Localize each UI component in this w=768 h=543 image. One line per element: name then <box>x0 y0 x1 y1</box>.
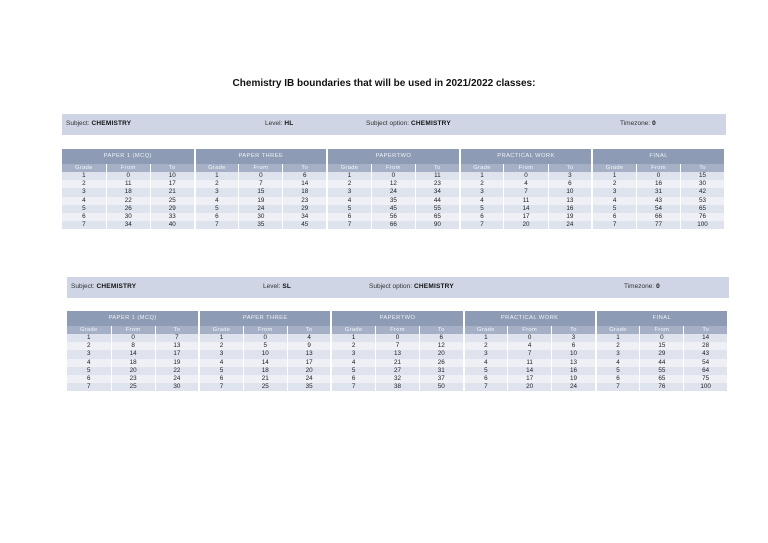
table-cell: 20 <box>508 383 552 391</box>
table-cell: 2 <box>596 342 640 350</box>
table-cell: 13 <box>375 350 419 358</box>
hl-group-header: PAPER 1 (MCQ) <box>62 149 195 164</box>
table-cell: 2 <box>327 180 371 188</box>
table-cell: 26 <box>106 205 150 213</box>
table-cell: 15 <box>640 342 684 350</box>
table-cell: 1 <box>460 172 504 180</box>
hl-timezone-field: Timezone: 0 <box>620 120 656 127</box>
table-cell: 0 <box>636 172 680 180</box>
table-cell: 7 <box>67 383 111 391</box>
table-cell: 7 <box>596 383 640 391</box>
table-cell: 6 <box>596 375 640 383</box>
table-cell: 19 <box>239 197 283 205</box>
table-cell: 2 <box>592 180 636 188</box>
table-cell: 0 <box>371 172 415 180</box>
table-cell: 11 <box>106 180 150 188</box>
table-cell: 8 <box>111 342 155 350</box>
hl-column-header: Grade <box>592 164 636 172</box>
hl-group-header: PRACTICAL WORK <box>460 149 593 164</box>
table-cell: 21 <box>243 375 287 383</box>
table-cell: 7 <box>460 221 504 229</box>
table-row <box>67 383 728 391</box>
table-cell: 6 <box>460 213 504 221</box>
sl-column-header: From <box>508 326 552 334</box>
table-cell: 11 <box>504 197 548 205</box>
table-cell: 24 <box>548 221 592 229</box>
hl-column-header: Grade <box>62 164 106 172</box>
table-cell: 5 <box>327 205 371 213</box>
hl-column-header: To <box>283 164 327 172</box>
table-cell: 0 <box>239 172 283 180</box>
table-cell: 30 <box>681 180 725 188</box>
sl-column-header: To <box>552 326 596 334</box>
table-cell: 23 <box>111 375 155 383</box>
table-cell: 55 <box>416 205 460 213</box>
table-cell: 16 <box>636 180 680 188</box>
table-cell: 16 <box>548 205 592 213</box>
table-cell: 3 <box>199 350 243 358</box>
hl-subject-bar <box>62 114 726 135</box>
table-cell: 17 <box>150 180 194 188</box>
table-cell: 4 <box>460 197 504 205</box>
hl-subject-option-field: Subject option: CHEMISTRY <box>366 120 451 127</box>
table-cell: 33 <box>150 213 194 221</box>
hl-column-header: To <box>150 164 194 172</box>
table-cell: 13 <box>552 359 596 367</box>
table-cell: 13 <box>548 197 592 205</box>
table-cell: 2 <box>62 180 106 188</box>
table-cell: 3 <box>62 188 106 196</box>
table-cell: 2 <box>195 180 239 188</box>
table-cell: 75 <box>684 375 728 383</box>
table-row <box>67 375 728 383</box>
table-cell: 0 <box>508 334 552 342</box>
table-cell: 40 <box>150 221 194 229</box>
table-cell: 44 <box>416 197 460 205</box>
table-cell: 43 <box>684 350 728 358</box>
table-cell: 24 <box>371 188 415 196</box>
table-cell: 53 <box>681 197 725 205</box>
table-cell: 25 <box>243 383 287 391</box>
sl-column-header: From <box>111 326 155 334</box>
sl-subject-option-field: Subject option: CHEMISTRY <box>369 283 454 290</box>
sl-column-header: To <box>155 326 199 334</box>
table-cell: 7 <box>195 221 239 229</box>
table-cell: 4 <box>331 359 375 367</box>
table-cell: 45 <box>371 205 415 213</box>
table-cell: 17 <box>155 350 199 358</box>
table-cell: 4 <box>195 197 239 205</box>
table-cell: 42 <box>681 188 725 196</box>
table-cell: 35 <box>239 221 283 229</box>
hl-column-header: From <box>106 164 150 172</box>
table-cell: 38 <box>375 383 419 391</box>
table-cell: 19 <box>548 213 592 221</box>
hl-group-header: PAPERTWO <box>327 149 460 164</box>
table-cell: 90 <box>416 221 460 229</box>
table-cell: 17 <box>287 359 331 367</box>
table-cell: 1 <box>464 334 508 342</box>
table-cell: 3 <box>67 350 111 358</box>
table-cell: 4 <box>464 359 508 367</box>
table-cell: 7 <box>504 188 548 196</box>
table-cell: 1 <box>596 334 640 342</box>
table-cell: 1 <box>331 334 375 342</box>
table-cell: 22 <box>106 197 150 205</box>
table-cell: 2 <box>67 342 111 350</box>
table-cell: 7 <box>239 180 283 188</box>
table-cell: 30 <box>155 383 199 391</box>
table-cell: 10 <box>548 188 592 196</box>
hl-column-header: From <box>371 164 415 172</box>
table-cell: 6 <box>552 342 596 350</box>
table-cell: 21 <box>150 188 194 196</box>
table-cell: 4 <box>504 180 548 188</box>
table-cell: 1 <box>195 172 239 180</box>
table-cell: 4 <box>596 359 640 367</box>
sl-group-header: FINAL <box>596 311 728 326</box>
table-cell: 4 <box>62 197 106 205</box>
table-cell: 35 <box>287 383 331 391</box>
table-cell: 6 <box>67 375 111 383</box>
table-cell: 4 <box>287 334 331 342</box>
hl-column-header: Grade <box>460 164 504 172</box>
hl-group-header: PAPER THREE <box>195 149 328 164</box>
table-cell: 10 <box>552 350 596 358</box>
hl-column-header: To <box>416 164 460 172</box>
table-cell: 65 <box>640 375 684 383</box>
table-cell: 6 <box>548 180 592 188</box>
table-cell: 3 <box>460 188 504 196</box>
table-cell: 4 <box>508 342 552 350</box>
table-cell: 17 <box>504 213 548 221</box>
table-cell: 14 <box>111 350 155 358</box>
sl-column-header: From <box>243 326 287 334</box>
table-cell: 12 <box>420 342 464 350</box>
table-cell: 14 <box>283 180 327 188</box>
sl-column-header: Grade <box>199 326 243 334</box>
table-cell: 3 <box>548 172 592 180</box>
hl-level-field: Level: HL <box>265 120 294 127</box>
hl-column-header: Grade <box>195 164 239 172</box>
table-cell: 14 <box>243 359 287 367</box>
table-cell: 5 <box>331 367 375 375</box>
table-cell: 19 <box>552 375 596 383</box>
table-cell: 11 <box>508 359 552 367</box>
table-cell: 7 <box>375 342 419 350</box>
table-cell: 0 <box>111 334 155 342</box>
sl-column-header: Grade <box>67 326 111 334</box>
table-cell: 5 <box>243 342 287 350</box>
table-cell: 29 <box>150 205 194 213</box>
table-cell: 4 <box>199 359 243 367</box>
table-cell: 18 <box>283 188 327 196</box>
sl-column-header: To <box>287 326 331 334</box>
table-cell: 3 <box>331 350 375 358</box>
sl-column-header: Grade <box>596 326 640 334</box>
table-cell: 10 <box>150 172 194 180</box>
table-cell: 100 <box>684 383 728 391</box>
table-cell: 15 <box>681 172 725 180</box>
table-cell: 23 <box>416 180 460 188</box>
table-cell: 45 <box>283 221 327 229</box>
table-row <box>62 213 725 221</box>
table-cell: 43 <box>636 197 680 205</box>
table-cell: 0 <box>243 334 287 342</box>
table-row <box>62 205 725 213</box>
table-cell: 2 <box>199 342 243 350</box>
table-cell: 1 <box>327 172 371 180</box>
table-cell: 54 <box>684 359 728 367</box>
table-cell: 22 <box>155 367 199 375</box>
hl-column-header: From <box>504 164 548 172</box>
table-cell: 65 <box>681 205 725 213</box>
sl-timezone-field: Timezone: 0 <box>624 283 660 290</box>
sl-column-header: From <box>640 326 684 334</box>
table-cell: 20 <box>504 221 548 229</box>
table-cell: 11 <box>416 172 460 180</box>
table-cell: 6 <box>592 213 636 221</box>
hl-column-header: From <box>636 164 680 172</box>
table-cell: 5 <box>592 205 636 213</box>
table-cell: 24 <box>239 205 283 213</box>
table-cell: 14 <box>504 205 548 213</box>
table-cell: 65 <box>416 213 460 221</box>
table-cell: 34 <box>106 221 150 229</box>
table-row <box>67 334 728 342</box>
table-cell: 6 <box>199 375 243 383</box>
table-cell: 2 <box>464 342 508 350</box>
table-cell: 6 <box>327 213 371 221</box>
table-cell: 24 <box>552 383 596 391</box>
table-cell: 7 <box>327 221 371 229</box>
table-cell: 50 <box>420 383 464 391</box>
table-cell: 6 <box>331 375 375 383</box>
table-cell: 3 <box>592 188 636 196</box>
table-cell: 16 <box>552 367 596 375</box>
sl-column-header: Grade <box>464 326 508 334</box>
table-cell: 4 <box>67 359 111 367</box>
table-cell: 18 <box>106 188 150 196</box>
hl-subject-field: Subject: CHEMISTRY <box>66 120 132 127</box>
sl-boundaries-block <box>67 277 729 391</box>
table-cell: 1 <box>67 334 111 342</box>
table-cell: 5 <box>460 205 504 213</box>
table-cell: 26 <box>420 359 464 367</box>
table-cell: 35 <box>371 197 415 205</box>
table-cell: 20 <box>287 367 331 375</box>
table-cell: 13 <box>287 350 331 358</box>
table-cell: 24 <box>287 375 331 383</box>
sl-level-field: Level: SL <box>263 283 292 290</box>
table-cell: 6 <box>283 172 327 180</box>
table-cell: 12 <box>371 180 415 188</box>
table-cell: 6 <box>464 375 508 383</box>
table-cell: 7 <box>331 383 375 391</box>
table-cell: 44 <box>640 359 684 367</box>
table-cell: 7 <box>508 350 552 358</box>
table-cell: 3 <box>464 350 508 358</box>
table-cell: 5 <box>195 205 239 213</box>
sl-group-header: PAPER THREE <box>199 311 331 326</box>
table-cell: 7 <box>155 334 199 342</box>
table-cell: 7 <box>199 383 243 391</box>
table-cell: 54 <box>636 205 680 213</box>
table-row <box>62 172 725 180</box>
table-cell: 3 <box>327 188 371 196</box>
table-cell: 1 <box>199 334 243 342</box>
sl-group-header: PAPERTWO <box>331 311 463 326</box>
table-cell: 28 <box>684 342 728 350</box>
table-cell: 55 <box>640 367 684 375</box>
table-cell: 20 <box>111 367 155 375</box>
table-cell: 76 <box>640 383 684 391</box>
hl-group-header: FINAL <box>592 149 725 164</box>
table-row <box>67 359 728 367</box>
sl-column-header: From <box>375 326 419 334</box>
sl-boundaries-table <box>67 311 729 391</box>
table-cell: 9 <box>287 342 331 350</box>
table-cell: 10 <box>243 350 287 358</box>
table-row <box>62 188 725 196</box>
table-cell: 34 <box>283 213 327 221</box>
table-cell: 14 <box>684 334 728 342</box>
table-cell: 19 <box>155 359 199 367</box>
table-cell: 1 <box>62 172 106 180</box>
hl-column-header: Grade <box>327 164 371 172</box>
table-cell: 0 <box>640 334 684 342</box>
table-cell: 17 <box>508 375 552 383</box>
table-cell: 37 <box>420 375 464 383</box>
table-cell: 21 <box>375 359 419 367</box>
table-cell: 56 <box>371 213 415 221</box>
table-cell: 77 <box>636 221 680 229</box>
hl-column-header: To <box>548 164 592 172</box>
table-cell: 0 <box>106 172 150 180</box>
table-cell: 34 <box>416 188 460 196</box>
table-cell: 25 <box>111 383 155 391</box>
table-cell: 6 <box>420 334 464 342</box>
table-cell: 4 <box>327 197 371 205</box>
table-cell: 15 <box>239 188 283 196</box>
table-cell: 27 <box>375 367 419 375</box>
table-cell: 3 <box>195 188 239 196</box>
table-cell: 7 <box>464 383 508 391</box>
sl-group-header: PAPER 1 (MCQ) <box>67 311 199 326</box>
sl-group-header: PRACTICAL WORK <box>464 311 596 326</box>
table-cell: 5 <box>67 367 111 375</box>
table-row <box>67 342 728 350</box>
table-cell: 64 <box>684 367 728 375</box>
table-cell: 3 <box>552 334 596 342</box>
table-row <box>62 180 725 188</box>
table-cell: 2 <box>331 342 375 350</box>
table-cell: 5 <box>62 205 106 213</box>
table-cell: 7 <box>62 221 106 229</box>
table-cell: 20 <box>420 350 464 358</box>
table-cell: 31 <box>636 188 680 196</box>
hl-column-header: From <box>239 164 283 172</box>
table-row <box>62 221 725 229</box>
sl-column-header: To <box>420 326 464 334</box>
table-cell: 1 <box>592 172 636 180</box>
table-cell: 5 <box>464 367 508 375</box>
table-cell: 14 <box>508 367 552 375</box>
table-cell: 0 <box>504 172 548 180</box>
table-cell: 29 <box>283 205 327 213</box>
table-cell: 18 <box>243 367 287 375</box>
table-cell: 7 <box>592 221 636 229</box>
table-row <box>67 350 728 358</box>
table-cell: 31 <box>420 367 464 375</box>
table-cell: 13 <box>155 342 199 350</box>
table-cell: 100 <box>681 221 725 229</box>
sl-subject-bar <box>67 277 729 298</box>
table-cell: 24 <box>155 375 199 383</box>
table-cell: 29 <box>640 350 684 358</box>
table-cell: 4 <box>592 197 636 205</box>
table-row <box>62 197 725 205</box>
sl-column-header: Grade <box>331 326 375 334</box>
table-cell: 30 <box>239 213 283 221</box>
table-cell: 23 <box>283 197 327 205</box>
table-cell: 3 <box>596 350 640 358</box>
table-cell: 25 <box>150 197 194 205</box>
table-cell: 18 <box>111 359 155 367</box>
sl-column-header: To <box>684 326 728 334</box>
table-cell: 6 <box>195 213 239 221</box>
table-cell: 76 <box>681 213 725 221</box>
table-cell: 66 <box>371 221 415 229</box>
hl-boundaries-block <box>62 114 726 229</box>
table-cell: 6 <box>62 213 106 221</box>
hl-column-header: To <box>681 164 725 172</box>
table-cell: 0 <box>375 334 419 342</box>
table-cell: 32 <box>375 375 419 383</box>
table-cell: 66 <box>636 213 680 221</box>
table-cell: 30 <box>106 213 150 221</box>
table-row <box>67 367 728 375</box>
table-cell: 5 <box>199 367 243 375</box>
sl-subject-field: Subject: CHEMISTRY <box>71 283 137 290</box>
table-cell: 2 <box>460 180 504 188</box>
page-title: Chemistry IB boundaries that will be used in 2021/2022 classes: <box>232 78 536 89</box>
hl-boundaries-table <box>62 149 726 229</box>
table-cell: 5 <box>596 367 640 375</box>
